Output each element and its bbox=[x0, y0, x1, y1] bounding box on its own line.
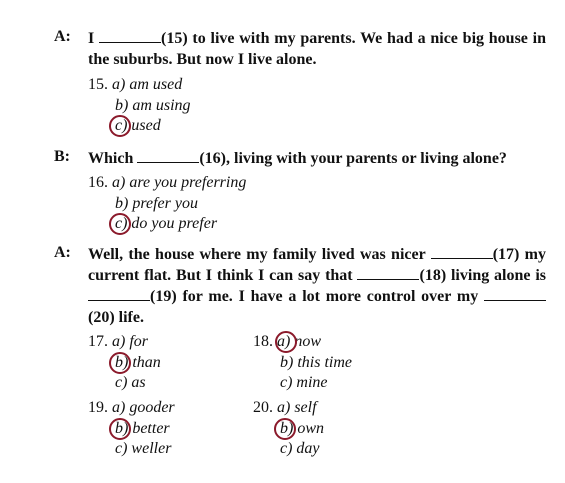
options-17: 17. a) for b) than c) as bbox=[88, 332, 161, 394]
option-15b: b) am using bbox=[115, 96, 191, 114]
option-16a: a) are you preferring bbox=[112, 174, 247, 191]
option-20b: b) own bbox=[280, 419, 324, 437]
answer-blank-18 bbox=[357, 267, 419, 280]
option-18c: c) mine bbox=[280, 374, 328, 391]
answer-circle-17 bbox=[109, 352, 131, 374]
option-17a: a) for bbox=[112, 333, 148, 350]
option-16c: c) do you prefer bbox=[115, 215, 218, 232]
options-15: 15. a) am used b) am using c) used bbox=[88, 75, 191, 137]
dialog-2 bbox=[54, 148, 546, 169]
option-19a: a) gooder bbox=[112, 399, 175, 416]
option-15a: a) am used bbox=[112, 76, 183, 93]
dialog-1-text: I (15) to live with my parents. We had a nice big house in the suburbs. But now I live alone. bbox=[88, 30, 546, 68]
speaker-label: B: bbox=[54, 148, 70, 165]
option-18a-row: 18. a) now bbox=[253, 332, 352, 353]
answer-circle-19 bbox=[109, 418, 131, 440]
answer-blank-19 bbox=[88, 288, 150, 301]
speaker-label: A: bbox=[54, 28, 71, 45]
option-17b: b) than bbox=[115, 353, 161, 371]
answer-circle-15 bbox=[109, 115, 131, 137]
dialog-1 bbox=[54, 28, 546, 70]
dialog-3 bbox=[54, 244, 546, 328]
options-16: 16. a) are you preferring b) prefer you c) do you prefer bbox=[88, 173, 246, 235]
option-20b-row bbox=[253, 419, 324, 440]
option-19c: c) weller bbox=[115, 440, 172, 457]
answer-circle-18 bbox=[275, 331, 297, 353]
answer-circle-20 bbox=[274, 418, 296, 440]
option-19b: b) better bbox=[115, 419, 170, 437]
options-18 bbox=[253, 332, 352, 394]
option-15c-row bbox=[88, 116, 191, 137]
option-16b: b) prefer you bbox=[115, 194, 198, 212]
option-18a: a) now bbox=[277, 333, 321, 350]
options-19: 19. a) gooder b) better c) weller bbox=[88, 398, 175, 460]
answer-blank-16 bbox=[137, 150, 199, 163]
option-20a: a) self bbox=[277, 399, 317, 416]
answer-blank-20 bbox=[484, 288, 546, 301]
dialog-3-text: Well, the house where my family lived was nicer (17) my current flat. But I think I can say that (18) living alone is (19) for me. I have a lot more control over my (20) life. bbox=[88, 246, 547, 326]
dialog-2-text: Which (16), living with your parents or living alone? bbox=[88, 150, 507, 167]
option-15c: c) used bbox=[115, 117, 161, 134]
option-18b: b) this time bbox=[280, 353, 352, 371]
answer-blank-15 bbox=[99, 30, 161, 43]
option-19b-row bbox=[88, 419, 175, 440]
speaker-label: A: bbox=[54, 244, 71, 261]
option-16c-row bbox=[88, 214, 246, 235]
options-20: 20. a) self b) own c) day bbox=[253, 398, 324, 460]
option-20c: c) day bbox=[280, 440, 320, 457]
answer-circle-16 bbox=[109, 213, 131, 235]
answer-blank-17 bbox=[431, 246, 493, 259]
option-17b-row bbox=[88, 353, 161, 374]
option-17c: c) as bbox=[115, 374, 146, 391]
